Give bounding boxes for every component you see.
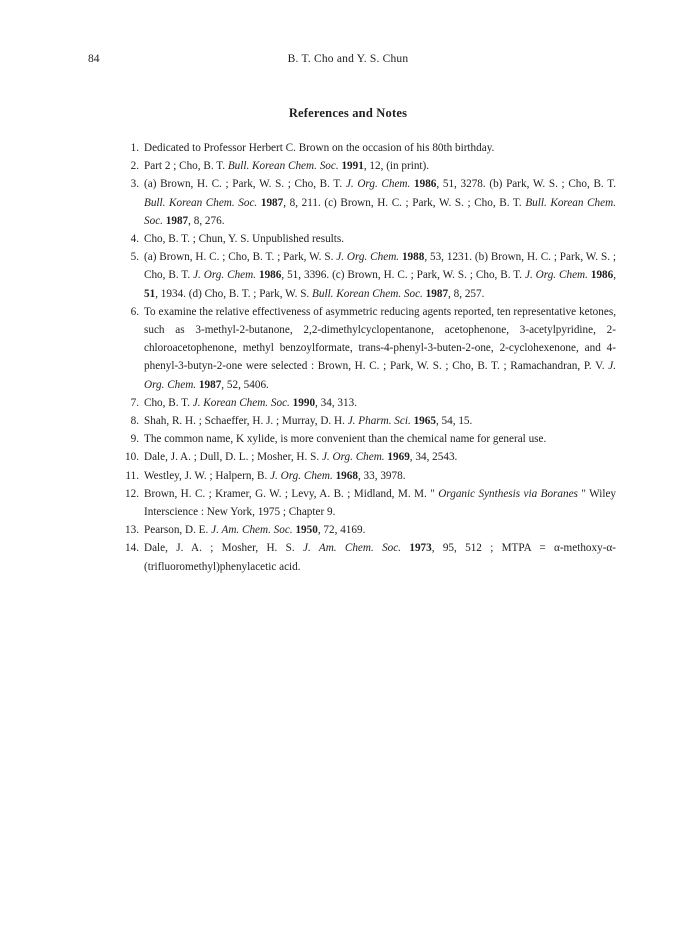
- reference-item: [118, 175, 616, 230]
- reference-segment: , 8, 211. (c) Brown, H. C. ; Park, W. S. ; Cho, B. T.: [283, 196, 526, 209]
- volume-year: 1990: [292, 396, 316, 409]
- reference-item: [118, 139, 616, 157]
- reference-item: [118, 539, 616, 575]
- volume-year: 1991: [341, 160, 364, 173]
- reference-number: 13.: [125, 524, 139, 537]
- reference-number: 10.: [125, 451, 139, 464]
- reference-segment: , 51, 3396. (c) Brown, H. C. ; Park, W. S. ; Cho, B. T.: [281, 269, 525, 282]
- volume-year: 1987: [260, 196, 284, 209]
- reference-segment: Dale, J. A. ; Dull, D. L. ; Mosher, H. S.: [144, 451, 322, 464]
- journal-name: J. Pharm. Sci.: [347, 415, 411, 428]
- journal-name: J. Org. Chem.: [144, 360, 616, 391]
- reference-list: [118, 139, 616, 576]
- reference-segment: , 54, 15.: [435, 415, 473, 428]
- running-head: B. T. Cho and Y. S. Chun: [287, 53, 409, 65]
- journal-name: J. Org. Chem.: [270, 469, 333, 482]
- journal-name: J. Am. Chem. Soc.: [303, 542, 402, 555]
- reference-number: 3.: [130, 178, 139, 191]
- reference-text: [144, 230, 616, 248]
- reference-text: [144, 539, 616, 575]
- reference-text: [144, 521, 616, 539]
- reference-item: [118, 448, 616, 466]
- reference-item: [118, 521, 616, 539]
- reference-segment: Cho, B. T. ; Chun, Y. S. Unpublished results.: [144, 233, 345, 246]
- volume-year: 1968: [335, 469, 358, 482]
- reference-text: [144, 303, 616, 394]
- reference-number: 12.: [125, 487, 139, 500]
- journal-name: Bull. Korean Chem. Soc.: [144, 196, 258, 209]
- journal-name: J. Org. Chem.: [524, 269, 588, 282]
- reference-segment: Dedicated to Professor Herbert C. Brown on the occasion of his 80th birthday.: [144, 142, 495, 154]
- reference-segment: , 52, 5406.: [221, 378, 269, 391]
- volume-year: 1969: [387, 451, 410, 464]
- reference-segment: , 53, 1231. (b) Brown, H. C. ; Park, W. S. ; Cho, B. T.: [144, 251, 616, 282]
- reference-segment: , 34, 2543.: [409, 451, 458, 464]
- reference-segment: , 72, 4169.: [317, 524, 366, 537]
- reference-segment: ,: [613, 269, 617, 282]
- reference-segment: , 8, 276.: [188, 214, 225, 227]
- journal-name: J. Korean Chem. Soc.: [192, 396, 290, 409]
- volume-year: 1987: [425, 287, 449, 300]
- reference-segment: , 8, 257.: [448, 287, 485, 300]
- reference-text: [144, 175, 616, 230]
- reference-item: [118, 394, 616, 412]
- reference-item: [118, 248, 616, 303]
- reference-number: 6.: [130, 305, 139, 318]
- journal-name: J. Org. Chem.: [345, 178, 411, 191]
- reference-segment: Dale, J. A. ; Mosher, H. S.: [144, 542, 303, 555]
- journal-name: Bull. Korean Chem. Soc.: [312, 287, 423, 300]
- reference-text: [144, 430, 616, 448]
- reference-segment: , 51, 3278. (b) Park, W. S. ; Cho, B. T.: [436, 178, 616, 191]
- reference-segment: To examine the relative effectiveness of asymmetric reducing agents reported, ten representative ketones, such as 3-methyl-2-butanone, 2,2-dimethylcyclopentanone, acetophenone, 3-acetylpyridine, 2-chloroacetophenone, methyl benzoylformate, trans-4-phenyl-3-buten-2-one, 2-cyclohexenone, and 4-phenyl-3-butyn-2-one were selected : Brown, H. C. ; Park, W. S. ; Cho, B. T. ; Ramachandran, P. V.: [144, 305, 616, 373]
- reference-segment: " Wiley Interscience : New York, 1975 ; Chapter 9.: [144, 487, 617, 519]
- reference-item: [118, 485, 616, 521]
- reference-segment: (a) Brown, H. C. ; Park, W. S. ; Cho, B. T.: [144, 178, 346, 191]
- journal-name: Bull. Korean Chem. Soc.: [144, 196, 616, 227]
- page-header: [0, 53, 696, 71]
- reference-segment: , 12, (in print).: [363, 160, 430, 173]
- reference-item: [118, 230, 616, 248]
- journal-name: J. Org. Chem.: [321, 451, 385, 464]
- reference-segment: , 1934. (d) Cho, B. T. ; Park, W. S.: [155, 287, 313, 300]
- page-number: 84: [88, 53, 100, 65]
- section-title: References and Notes: [288, 106, 408, 120]
- reference-segment: , 33, 3978.: [357, 469, 406, 482]
- reference-item: [118, 430, 616, 448]
- reference-segment: Pearson, D. E.: [144, 524, 212, 537]
- reference-text: [144, 139, 616, 157]
- reference-item: [118, 303, 616, 394]
- volume-year: 1973: [409, 542, 432, 555]
- reference-segment: (a) Brown, H. C. ; Cho, B. T. ; Park, W. S.: [144, 251, 337, 264]
- volume-year: 51: [144, 287, 156, 300]
- reference-item: [118, 157, 616, 175]
- reference-number: 14.: [125, 542, 139, 555]
- journal-name: Bull. Korean Chem. Soc.: [227, 160, 339, 173]
- reference-segment: , 34, 313.: [315, 396, 357, 409]
- reference-number: 1.: [130, 142, 139, 154]
- journal-name: Organic Synthesis via Boranes: [438, 487, 578, 500]
- reference-text: [144, 467, 616, 485]
- reference-item: [118, 412, 616, 430]
- volume-year: 1986: [258, 269, 282, 282]
- volume-year: 1988: [401, 251, 425, 264]
- reference-number: 9.: [130, 433, 139, 446]
- reference-number: 4.: [130, 233, 139, 246]
- volume-year: 1987: [165, 214, 189, 227]
- volume-year: 1987: [198, 378, 222, 391]
- reference-number: 8.: [130, 415, 139, 428]
- journal-name: J. Org. Chem.: [193, 269, 257, 282]
- volume-year: 1950: [295, 524, 318, 537]
- volume-year: 1986: [414, 178, 437, 191]
- reference-segment: Shah, R. H. ; Schaeffer, H. J. ; Murray, D. H.: [144, 415, 348, 428]
- volume-year: 1965: [413, 415, 436, 428]
- reference-text: [144, 248, 616, 303]
- reference-text: [144, 394, 616, 412]
- reference-segment: Cho, B. T.: [144, 396, 193, 409]
- reference-segment: Brown, H. C. ; Kramer, G. W. ; Levy, A. B. ; Midland, M. M. ": [144, 487, 439, 500]
- reference-text: [144, 412, 616, 430]
- reference-item: [118, 467, 616, 485]
- reference-text: [144, 448, 616, 466]
- volume-year: 1986: [590, 269, 614, 282]
- reference-number: 2.: [130, 160, 139, 173]
- reference-text: [144, 157, 616, 175]
- reference-segment: Part 2 ; Cho, B. T.: [144, 160, 228, 173]
- reference-number: 11.: [125, 469, 139, 482]
- reference-text: [144, 485, 616, 521]
- reference-segment: Westley, J. W. ; Halpern, B.: [144, 469, 271, 482]
- journal-name: J. Am. Chem. Soc.: [211, 524, 293, 537]
- reference-number: 5.: [130, 251, 139, 264]
- reference-segment: , 95, 512 ; MTPA = α-methoxy-α-(trifluoromethyl)phenylacetic acid.: [144, 542, 617, 573]
- reference-number: 7.: [130, 396, 139, 409]
- journal-name: J. Org. Chem.: [336, 251, 400, 264]
- reference-segment: The common name, K xylide, is more convenient than the chemical name for general use.: [144, 433, 547, 446]
